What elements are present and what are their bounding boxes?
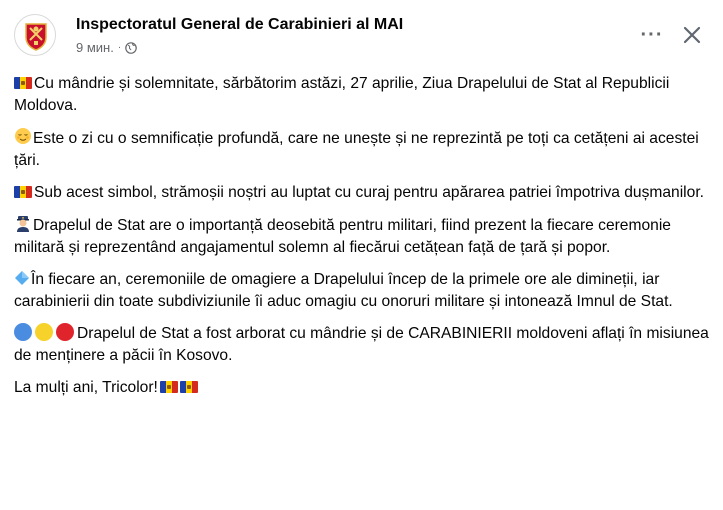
moldova-flag-icon xyxy=(14,186,32,198)
page-avatar[interactable] xyxy=(14,14,56,56)
paragraph-text: La mulți ani, Tricolor! xyxy=(14,379,158,396)
post-paragraph xyxy=(14,127,709,172)
blue-diamond-icon xyxy=(14,270,30,286)
post-paragraph xyxy=(14,323,709,367)
post-paragraph xyxy=(14,214,709,259)
post-header xyxy=(14,14,709,58)
paragraph-text: Cu mândrie și solemnitate, sărbătorim astăzi, 27 aprilie, Ziua Drapelului de Stat al Republicii Moldova. xyxy=(14,75,670,114)
paragraph-text: Drapelul de Stat a fost arborat cu mândrie și de CARABINIERII moldoveni aflați în misiunea de menținere a păcii în Kosovo. xyxy=(14,325,709,364)
close-button[interactable] xyxy=(677,20,707,50)
paragraph-text: În fiecare an, ceremoniile de omagiere a Drapelului încep de la primele ore ale dimineții, iar carabinierii din toate subdiviziunile îi aduc omagiu cu onoruri militare și intonează Imnul de Stat. xyxy=(14,271,673,310)
emblem-icon xyxy=(15,15,56,56)
yellow-circle-icon xyxy=(35,323,53,341)
page-name-link[interactable]: Inspectoratul General de Carabinieri al MAI xyxy=(76,16,404,33)
post-paragraph xyxy=(14,377,709,399)
post-paragraph xyxy=(14,269,709,313)
meta-separator: · xyxy=(117,42,122,53)
moldova-flag-icon xyxy=(14,77,32,89)
relieved-face-icon xyxy=(14,127,32,145)
paragraph-text: Este o zi cu o semnificație profundă, care ne unește și ne reprezintă pe toți ca cetățeni ai acestei țări. xyxy=(14,130,699,169)
police-officer-icon xyxy=(14,214,32,232)
post-meta xyxy=(76,40,137,55)
more-options-button[interactable] xyxy=(637,20,667,50)
red-circle-icon xyxy=(56,323,74,341)
post-text xyxy=(14,73,709,409)
post-paragraph xyxy=(14,73,709,117)
close-icon xyxy=(682,25,702,45)
post-time[interactable]: 9 мин. xyxy=(76,40,114,55)
moldova-flag-icon xyxy=(160,381,178,393)
paragraph-text: Drapelul de Stat are o importanță deosebită pentru militari, fiind prezent la fiecare ceremonie militară și reprezentând angajamentul solemn al fiecărui cetățean față de țară și popor. xyxy=(14,217,671,256)
post-paragraph xyxy=(14,182,709,204)
more-dots-icon: ··· xyxy=(640,23,664,46)
globe-icon[interactable] xyxy=(125,42,137,54)
blue-circle-icon xyxy=(14,323,32,341)
paragraph-text: Sub acest simbol, strămoșii noștri au luptat cu curaj pentru apărarea patriei împotriva dușmanilor. xyxy=(34,184,704,201)
moldova-flag-icon xyxy=(180,381,198,393)
